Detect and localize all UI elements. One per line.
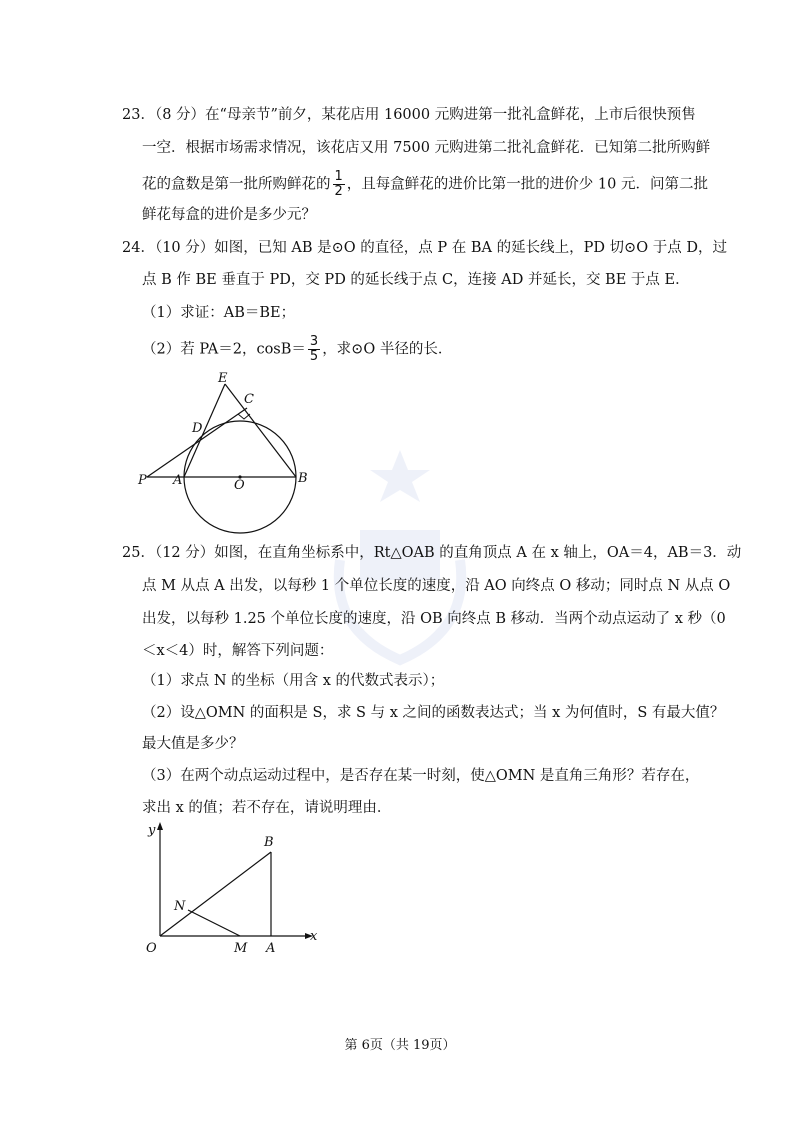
q25-line-2: 点 M 从点 A 出发，以每秒 1 个单位长度的速度，沿 AO 向终点 O 移动；同时点 N 从点 O [142,578,731,594]
label-o: O [234,478,245,493]
fraction-denominator: 2 [334,184,343,199]
line-eb [225,384,296,477]
y-axis-arrow [157,822,163,830]
q23-line-1: 23．（8 分）在“母亲节”前夕，某花店用 16000 元购进第一批礼盒鲜花，上市后很快预售 [122,107,696,123]
label-c: C [244,392,254,407]
q24-part-2-suffix: ，求⊙O 半径的长． [322,341,453,358]
q25-line-3: 出发，以每秒 1.25 个单位长度的速度，沿 OB 向终点 B 移动．当两个动点运动了 x 秒（0 [142,611,726,627]
label-e: E [218,371,228,386]
q25-part-2: （2）设△OMN 的面积是 S，求 S 与 x 之间的函数表达式；当 x 为何值时，S 有最大值？ [142,705,725,721]
label-a: A [173,473,183,488]
q23-line-4: 鲜花每盒的进价是多少元？ [142,207,316,223]
q25-line-4: ＜x＜4）时，解答下列问题： [142,643,334,659]
fraction-one-half [333,170,345,199]
q23-line-2: 一空．根据市场需求情况，该花店又用 7500 元购进第二批礼盒鲜花．已知第二批所购鲜 [142,140,711,156]
q23-line-3 [142,170,708,199]
q25-part-3-cont: 求出 x 的值；若不存在，请说明理由． [142,800,392,816]
label-b: B [298,471,308,486]
q25-part-2-cont: 最大值是多少？ [142,736,244,752]
q23-line-3-prefix: 花的盒数是第一批所购鲜花的 [142,176,331,193]
q24-geometry-figure [130,370,320,540]
q25-line-1: 25．（12 分）如图，在直角坐标系中，Rt△OAB 的直角顶点 A 在 x 轴上，OA＝4，AB＝3．动 [122,545,742,561]
q24-part-2 [142,335,452,364]
page-footer: 第 6页（共 19页） [344,1038,456,1053]
fraction-three-fifths [308,335,320,364]
segment-nm [188,910,240,936]
label-m: M [234,941,248,956]
label-n: N [174,899,186,914]
label-b: B [264,835,274,850]
q24-line-2: 点 B 作 BE 垂直于 PD，交 PD 的延长线于点 C，连接 AD 并延长，交 BE 于点 E． [142,272,690,288]
q25-coordinate-figure [138,820,328,960]
fraction-numerator: 3 [309,334,319,349]
line-ae [184,384,225,477]
line-pc [147,408,247,477]
label-d: D [192,421,203,436]
label-p: P [138,473,147,488]
q24-line-1: 24．（10 分）如图，已知 AB 是⊙O 的直径，点 P 在 BA 的延长线上，PD 切⊙O 于点 D，过 [122,240,727,256]
label-x: x [310,929,318,944]
fraction-numerator: 1 [334,169,343,184]
q23-line-3-suffix: ，且每盒鲜花的进价比第一批的进价少 10 元．问第二批 [346,176,708,193]
label-o: O [146,941,157,956]
q25-part-3: （3）在两个动点运动过程中，是否存在某一时刻，使△OMN 是直角三角形？若存在， [142,768,700,784]
q24-part-2-prefix: （2）若 PA＝2，cosB＝ [142,341,306,358]
q25-part-1: （1）求点 N 的坐标（用含 x 的代数式表示）； [142,673,445,689]
fraction-denominator: 5 [309,349,319,364]
label-a: A [266,941,276,956]
q24-part-1: （1）求证：AB＝BE； [142,305,296,321]
label-y: y [148,823,156,838]
